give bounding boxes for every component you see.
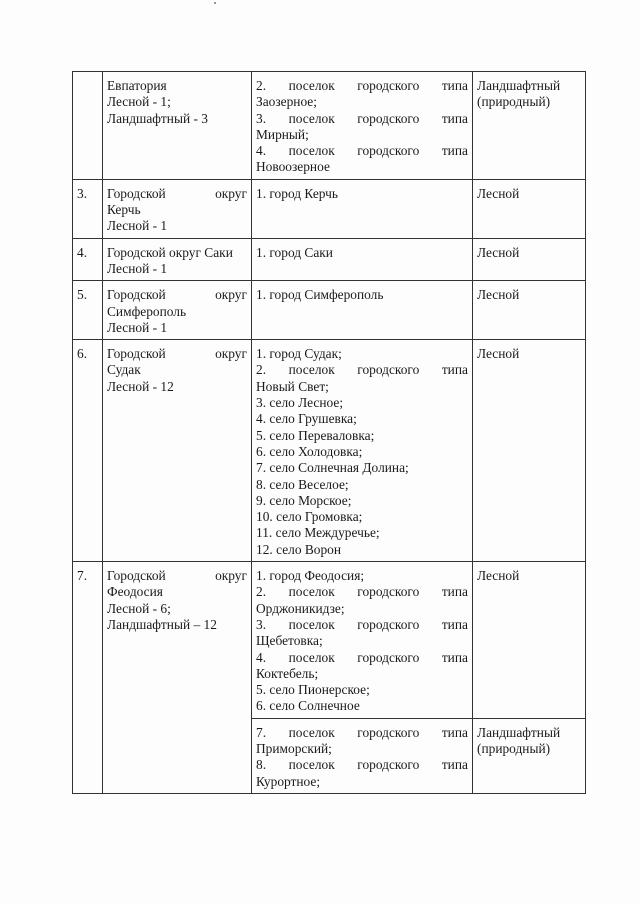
settlement-line xyxy=(256,143,468,159)
settlement-word: типа xyxy=(441,757,468,773)
district-cell xyxy=(103,340,252,562)
settlement-word: городского xyxy=(357,584,420,600)
settlements-cell xyxy=(252,281,473,340)
district-line: Керчь xyxy=(107,202,141,218)
district-line: Городской округ Саки xyxy=(107,244,233,260)
settlement-item xyxy=(256,346,468,362)
settlement-line: 9. село Морское; xyxy=(256,492,352,508)
district-line: Лесной - 1; xyxy=(107,94,171,110)
row-number-cell xyxy=(73,238,103,281)
type-cell xyxy=(473,72,586,180)
row-number: 7. xyxy=(77,568,88,584)
type-cell xyxy=(473,340,586,562)
district-word: Городской xyxy=(107,185,166,201)
row-number: 5. xyxy=(77,287,88,303)
district-word: округ xyxy=(215,287,247,303)
settlement-word: поселок xyxy=(288,143,335,159)
scan-speck xyxy=(214,2,216,4)
settlement-line: Приморский; xyxy=(256,740,332,756)
settlement-word: типа xyxy=(441,362,468,378)
settlement-word: поселок xyxy=(288,649,335,665)
settlement-word: поселок xyxy=(288,110,335,126)
table-row xyxy=(73,340,586,562)
settlements-cell xyxy=(252,179,473,238)
district-line xyxy=(107,186,247,202)
settlement-item xyxy=(256,428,468,444)
row-number-cell xyxy=(73,340,103,562)
district-line: Судак xyxy=(107,362,141,378)
settlement-line: 10. село Громовка; xyxy=(256,509,363,525)
settlement-word: городского xyxy=(357,649,420,665)
settlement-item xyxy=(256,568,468,584)
settlement-word: 8. xyxy=(256,757,267,773)
district-line xyxy=(107,287,247,303)
settlement-item xyxy=(256,395,468,411)
settlement-line: Мирный; xyxy=(256,126,309,142)
districts-table xyxy=(72,71,586,794)
settlement-item xyxy=(256,698,468,714)
table-body xyxy=(73,72,586,794)
settlement-item xyxy=(256,650,468,683)
settlement-line xyxy=(256,725,468,741)
settlement-line xyxy=(256,650,468,666)
settlements-cell xyxy=(252,562,473,719)
settlement-item xyxy=(256,725,468,758)
type-line: Лесной xyxy=(477,244,520,260)
settlements-cell xyxy=(252,718,473,793)
settlement-word: городского xyxy=(357,78,420,93)
settlement-item xyxy=(256,143,468,176)
settlement-word: поселок xyxy=(288,584,335,600)
settlement-line: 1. город Судак; xyxy=(256,346,342,362)
settlement-line: 6. село Холодовка; xyxy=(256,443,363,459)
settlement-line xyxy=(256,362,468,378)
settlement-line: Орджоникидзе; xyxy=(256,600,345,616)
settlement-line xyxy=(256,757,468,773)
settlement-line: Заозерное; xyxy=(256,94,317,110)
settlement-line xyxy=(256,78,468,94)
district-line xyxy=(107,346,247,362)
settlement-line: 6. село Солнечное xyxy=(256,698,360,714)
table-row xyxy=(73,179,586,238)
table-row xyxy=(73,238,586,281)
settlement-word: 3. xyxy=(256,110,267,126)
settlements-cell xyxy=(252,238,473,281)
type-line: Ландшафтный xyxy=(477,724,561,740)
district-line: Ландшафтный – 12 xyxy=(107,616,217,632)
row-number: 4. xyxy=(77,244,88,260)
settlements-cell xyxy=(252,72,473,180)
settlement-word: 4. xyxy=(256,143,267,159)
table-row xyxy=(73,72,586,180)
settlement-line: 1. город Симферополь xyxy=(256,287,384,303)
row-number-cell xyxy=(73,562,103,794)
settlement-item xyxy=(256,477,468,493)
settlement-line xyxy=(256,584,468,600)
settlements-cell xyxy=(252,340,473,562)
district-line xyxy=(107,568,247,584)
row-number: 3. xyxy=(77,185,88,201)
settlement-word: поселок xyxy=(288,616,335,632)
settlement-line: 1. город Керчь xyxy=(256,185,338,201)
row-number-cell xyxy=(73,72,103,180)
type-cell xyxy=(473,179,586,238)
district-line: Лесной - 6; xyxy=(107,600,171,616)
type-line: Лесной xyxy=(477,185,520,201)
settlement-word: 2. xyxy=(256,362,267,378)
district-word: округ xyxy=(215,568,247,584)
settlement-line: 8. село Веселое; xyxy=(256,476,349,492)
type-line: Ландшафтный xyxy=(477,78,561,93)
settlement-word: городского xyxy=(357,616,420,632)
district-word: Городской xyxy=(107,287,166,303)
settlement-item xyxy=(256,362,468,395)
type-line: (природный) xyxy=(477,94,551,110)
settlement-word: городского xyxy=(357,362,420,378)
settlement-item xyxy=(256,525,468,541)
district-line: Симферополь xyxy=(107,303,187,319)
settlement-word: 2. xyxy=(256,584,267,600)
settlement-word: городского xyxy=(357,110,420,126)
settlement-word: поселок xyxy=(288,724,335,740)
settlement-line: Новый Свет; xyxy=(256,378,329,394)
settlement-word: поселок xyxy=(288,362,335,378)
row-number: 6. xyxy=(77,346,88,362)
settlement-word: 4. xyxy=(256,649,267,665)
settlement-item xyxy=(256,584,468,617)
row-number-cell xyxy=(73,281,103,340)
type-cell xyxy=(473,281,586,340)
settlement-item xyxy=(256,186,468,202)
settlement-line: 12. село Ворон xyxy=(256,541,342,557)
settlement-item xyxy=(256,542,468,558)
settlement-line: 11. село Междуречье; xyxy=(256,525,380,541)
settlement-item xyxy=(256,617,468,650)
settlement-word: типа xyxy=(441,78,468,93)
settlement-line: Новоозерное xyxy=(256,159,330,175)
district-word: округ xyxy=(215,346,247,362)
district-line: Лесной - 12 xyxy=(107,378,174,394)
settlement-item xyxy=(256,111,468,144)
settlement-item xyxy=(256,245,468,261)
settlement-line: Щебетовка; xyxy=(256,633,323,649)
settlement-word: городского xyxy=(357,143,420,159)
district-line: Лесной - 1 xyxy=(107,319,168,335)
district-word: Городской xyxy=(107,568,166,584)
type-cell xyxy=(473,238,586,281)
type-line: Лесной xyxy=(477,346,520,362)
district-cell xyxy=(103,562,252,794)
type-cell xyxy=(473,562,586,719)
district-line: Ландшафтный - 3 xyxy=(107,110,208,126)
settlement-word: типа xyxy=(441,616,468,632)
settlement-word: типа xyxy=(441,110,468,126)
settlement-line: 1. город Феодосия; xyxy=(256,568,365,584)
settlement-line: 1. город Саки xyxy=(256,244,333,260)
settlement-line: 4. село Грушевка; xyxy=(256,411,357,427)
settlement-line: Коктебель; xyxy=(256,665,319,681)
district-cell xyxy=(103,72,252,180)
settlement-word: поселок xyxy=(288,757,335,773)
settlement-item xyxy=(256,757,468,790)
settlement-word: 2. xyxy=(256,78,267,93)
district-line: Евпатория xyxy=(107,78,167,93)
settlement-line: 5. село Пионерское; xyxy=(256,682,370,698)
district-word: округ xyxy=(215,185,247,201)
table-row xyxy=(73,281,586,340)
settlement-word: городского xyxy=(357,757,420,773)
settlement-word: поселок xyxy=(288,78,335,93)
settlement-word: типа xyxy=(441,649,468,665)
district-line: Феодосия xyxy=(107,584,163,600)
settlement-item xyxy=(256,493,468,509)
settlement-line xyxy=(256,111,468,127)
type-cell xyxy=(473,718,586,793)
district-line: Лесной - 1 xyxy=(107,260,168,276)
settlement-line: 3. село Лесное; xyxy=(256,395,344,411)
settlement-item xyxy=(256,682,468,698)
settlement-word: типа xyxy=(441,143,468,159)
settlement-line xyxy=(256,617,468,633)
settlement-word: 7. xyxy=(256,724,267,740)
settlement-item xyxy=(256,78,468,111)
settlement-line: Курортное; xyxy=(256,773,321,789)
settlement-line: 5. село Переваловка; xyxy=(256,427,375,443)
settlement-item xyxy=(256,460,468,476)
settlement-item xyxy=(256,509,468,525)
settlement-item xyxy=(256,411,468,427)
settlement-word: типа xyxy=(441,724,468,740)
district-cell xyxy=(103,179,252,238)
settlement-item xyxy=(256,287,468,303)
settlement-word: 3. xyxy=(256,616,267,632)
type-line: (природный) xyxy=(477,740,551,756)
settlement-line: 7. село Солнечная Долина; xyxy=(256,460,409,476)
table-row xyxy=(73,562,586,719)
district-line: Лесной - 1 xyxy=(107,218,168,234)
district-word: Городской xyxy=(107,346,166,362)
district-cell xyxy=(103,281,252,340)
type-line: Лесной xyxy=(477,287,520,303)
settlement-word: типа xyxy=(441,584,468,600)
settlement-word: городского xyxy=(357,724,420,740)
type-line: Лесной xyxy=(477,568,520,584)
row-number-cell xyxy=(73,179,103,238)
settlement-item xyxy=(256,444,468,460)
district-cell xyxy=(103,238,252,281)
